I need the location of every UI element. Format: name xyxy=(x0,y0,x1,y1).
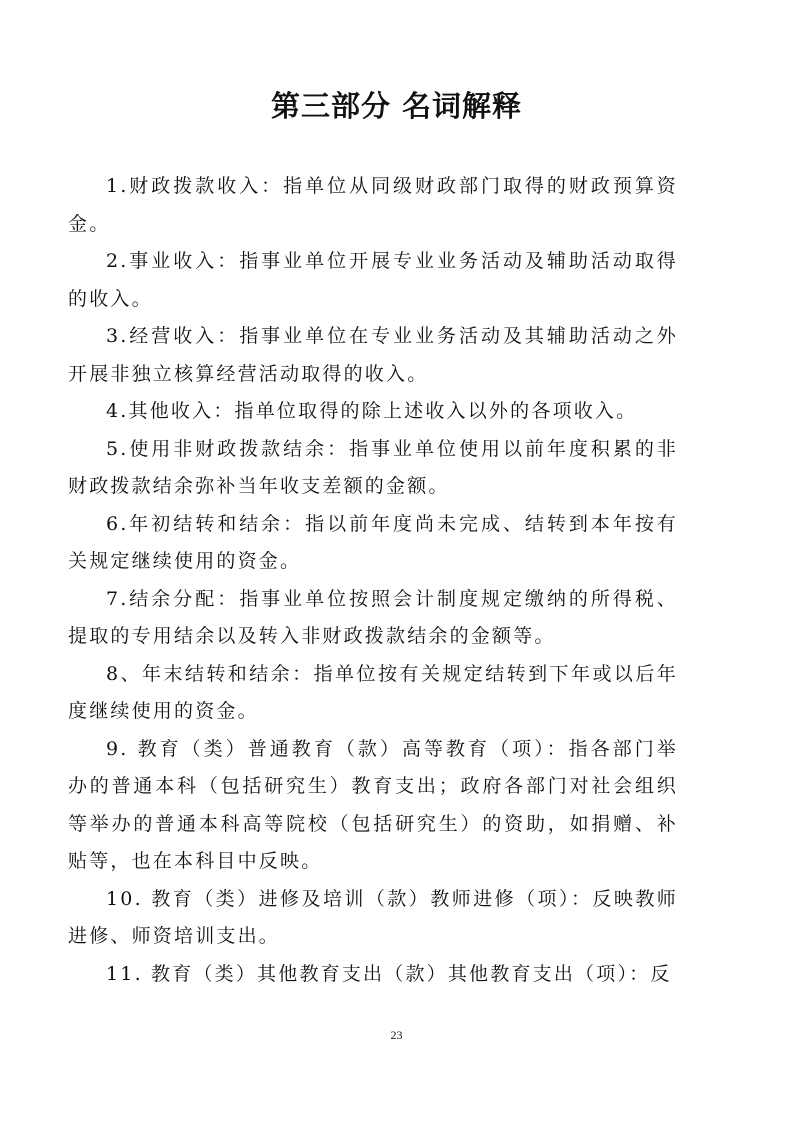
glossary-item: 10. 教育（类）进修及培训（款）教师进修（项）：反映教师进修、师资培训支出。 xyxy=(68,887,678,947)
glossary-item: 8、年末结转和结余：指单位按有关规定结转到下年或以后年度继续使用的资金。 xyxy=(68,662,678,722)
glossary-item: 6.年初结转和结余：指以前年度尚未完成、结转到本年按有关规定继续使用的资金。 xyxy=(68,512,678,572)
glossary-item: 5.使用非财政拨款结余：指事业单位使用以前年度积累的非财政拨款结余弥补当年收支差额的金额。 xyxy=(68,437,678,497)
glossary-item: 4.其他收入：指单位取得的除上述收入以外的各项收入。 xyxy=(106,400,638,422)
glossary-item: 2.事业收入：指事业单位开展专业业务活动及辅助活动取得的收入。 xyxy=(68,250,678,310)
glossary-item: 11. 教育（类）其他教育支出（款）其他教育支出（项）：反 xyxy=(106,962,672,985)
page-number: 23 xyxy=(390,1028,403,1042)
glossary-item: 9. 教育（类）普通教育（款）高等教育（项）：指各部门举办的普通本科（包括研究生）教育支出；政府各部门对社会组织等举办的普通本科高等院校（包括研究生）的资助，如捐赠、补贴等，也在本科目中反映。 xyxy=(68,737,678,872)
glossary-item: 1.财政拨款收入：指单位从同级财政部门取得的财政预算资金。 xyxy=(68,175,678,235)
page-title: 第三部分 名词解释 xyxy=(270,89,523,123)
glossary-item: 7.结余分配：指事业单位按照会计制度规定缴纳的所得税、提取的专用结余以及转入非财政拨款结余的金额等。 xyxy=(68,587,678,647)
glossary-item: 3.经营收入：指事业单位在专业业务活动及其辅助活动之外开展非独立核算经营活动取得的收入。 xyxy=(68,325,678,385)
glossary-body xyxy=(68,168,678,993)
